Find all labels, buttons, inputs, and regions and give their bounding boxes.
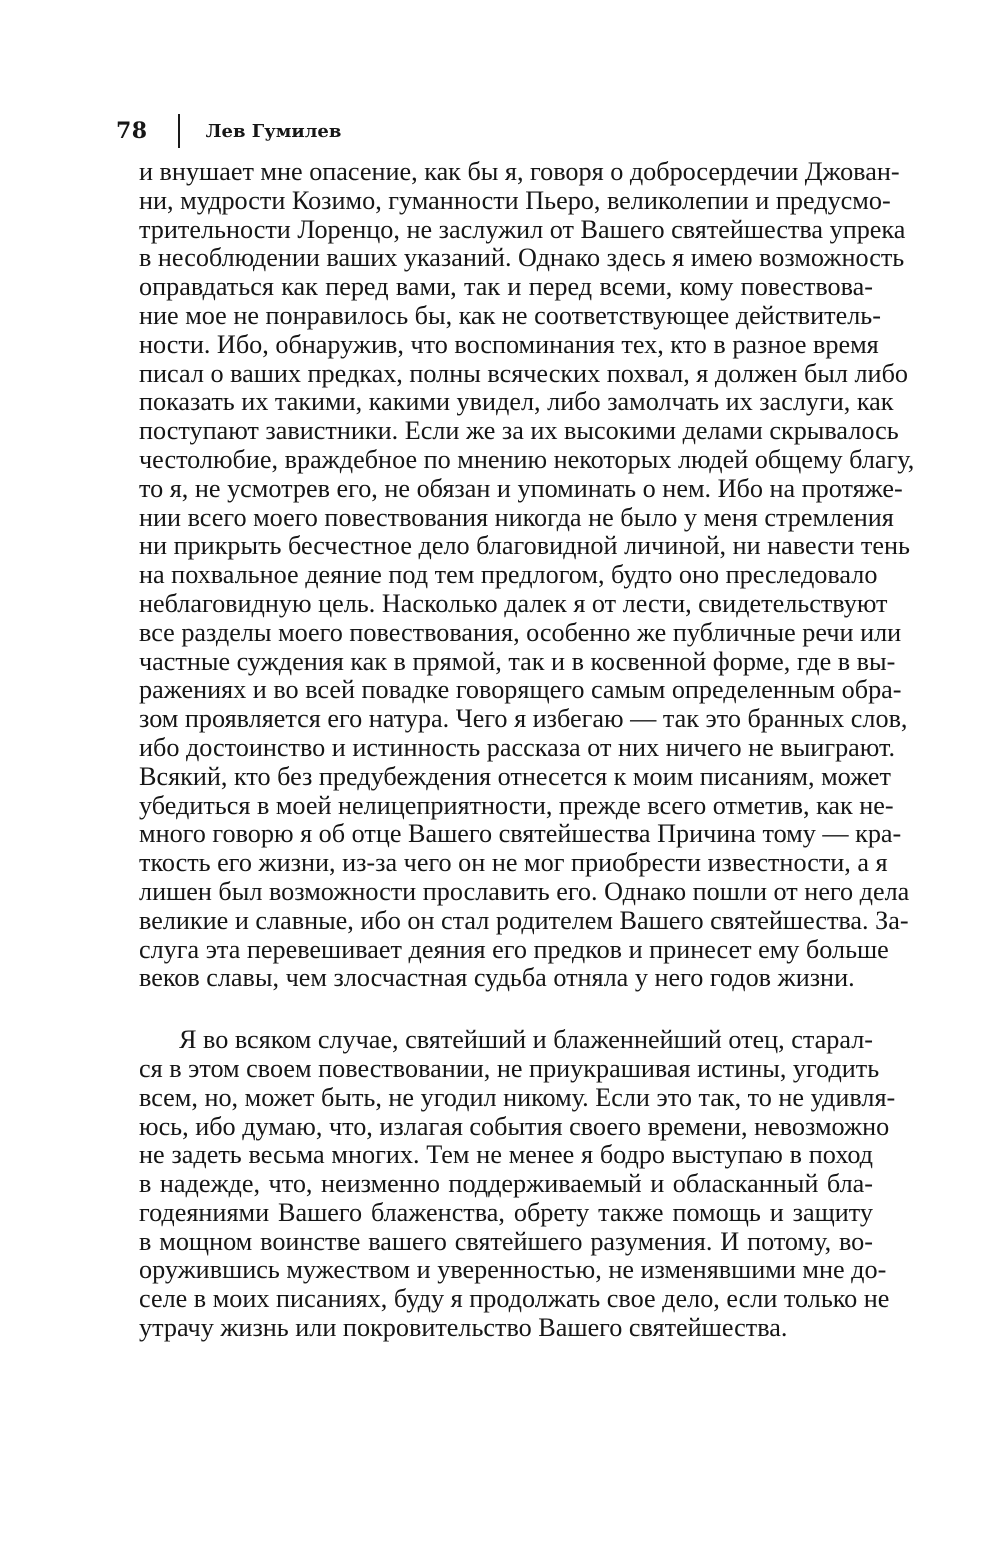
text-line: нии всего моего повествования никогда не было у меня стремления [139, 502, 894, 532]
running-header [116, 114, 341, 148]
text-line: писал о ваших предках, полны всяческих похвал, я должен был либо [139, 358, 908, 388]
text-line: не задеть весьма многих. Тем не менее я бодро выступаю в поход [139, 1140, 873, 1170]
text-line: ся в этом своем повествовании, не приукрашивая истины, угодить [139, 1053, 880, 1083]
text-line: ткость его жизни, из-за чего он не мог приобрести известности, а я [139, 848, 888, 878]
paragraph [139, 1025, 896, 1343]
text-line: селе в моих писаниях, буду я продолжать свое дело, если только не [139, 1284, 890, 1314]
text-line: ние мое не понравилось бы, как не соответствующее действитель- [139, 300, 881, 330]
text-line: оправдаться как перед вами, так и перед всеми, кому повествова- [139, 272, 873, 302]
text-line: зом проявляется его натура. Чего я избегаю — так это бранных слов, [139, 704, 908, 734]
text-line: юсь, ибо думаю, что, излагая события своего времени, невозможно [139, 1111, 890, 1141]
text-line: в мощном воинстве вашего святейшего разумения. И потому, во- [139, 1226, 873, 1256]
running-header-author: Лев Гумилев [205, 120, 342, 142]
text-line: ражениях и во всей повадке говорящего самым определенным обра- [139, 675, 902, 705]
text-line: много говорю я об отце Вашего святейшества Причина тому — кра- [139, 819, 902, 849]
text-line: ни, мудрости Козимо, гуманности Пьеро, великолепии и предусмо- [139, 185, 891, 215]
text-line: Я во всяком случае, святейший и блаженнейший отец, старал- [179, 1025, 874, 1055]
text-line: ности. Ибо, обнаружив, что воспоминания тех, кто в разное время [139, 329, 879, 359]
paragraph [139, 157, 915, 993]
text-line: показать их такими, какими увидел, либо замолчать их заслуги, как [139, 387, 894, 417]
text-line: убедиться в моей нелицеприятности, прежде всего отметив, как не- [139, 790, 894, 820]
text-line: лишен был возможности прославить его. Однако пошли от него дела [139, 876, 910, 906]
page-body [139, 157, 915, 1343]
text-line: на похвальное деяние под тем предлогом, будто оно преследовало [139, 560, 878, 590]
text-line: всем, но, может быть, не угодил никому. Если это так, то не удивля- [139, 1082, 896, 1112]
page-number: 78 [116, 118, 148, 144]
text-line: веков славы, чем злосчастная судьба отняла у него годов жизни. [139, 963, 855, 993]
text-line: слуга эта перевешивает деяния его предков и принесет ему больше [139, 934, 889, 964]
text-line: утрачу жизнь или покровительство Вашего святейшества. [139, 1313, 788, 1343]
text-line: оружившись мужеством и уверенностью, не изменявшими мне до- [139, 1255, 887, 1285]
text-line: великие и славные, ибо он стал родителем Вашего святейшества. За- [139, 905, 909, 935]
text-line: поступают завистники. Если же за их высокими делами скрывалось [139, 416, 899, 446]
text-line: то я, не усмотрев его, не обязан и упоминать о нем. Ибо на протяже- [139, 473, 903, 503]
header-divider [178, 114, 180, 148]
text-line: трительности Лоренцо, не заслужил от Вашего святейшества упрека [139, 214, 906, 244]
text-line: Всякий, кто без предубеждения отнесется к моим писаниям, может [139, 761, 891, 791]
text-line: в несоблюдении ваших указаний. Однако здесь я имею возможность [139, 243, 905, 273]
text-line: неблаговидную цель. Насколько далек я от лести, свидетельствуют [139, 588, 888, 618]
text-line: годеяниями Вашего блаженства, обрету также помощь и защиту [139, 1197, 873, 1227]
text-line: и внушает мне опасение, как бы я, говоря о добросердечии Джован- [139, 157, 900, 186]
text-line: ни прикрыть бесчестное дело благовидной личиной, ни навести тень [139, 531, 910, 561]
text-line: честолюбие, враждебное по мнению некоторых людей общему благу, [139, 444, 915, 474]
text-line: частные суждения как в прямой, так и в косвенной форме, где в вы- [139, 646, 896, 676]
text-line: ибо достоинство и истинность рассказа от них ничего не выиграют. [139, 732, 896, 762]
text-line: все разделы моего повествования, особенно же публичные речи или [139, 617, 902, 647]
text-line: в надежде, что, неизменно поддерживаемый и обласканный бла- [139, 1169, 873, 1199]
